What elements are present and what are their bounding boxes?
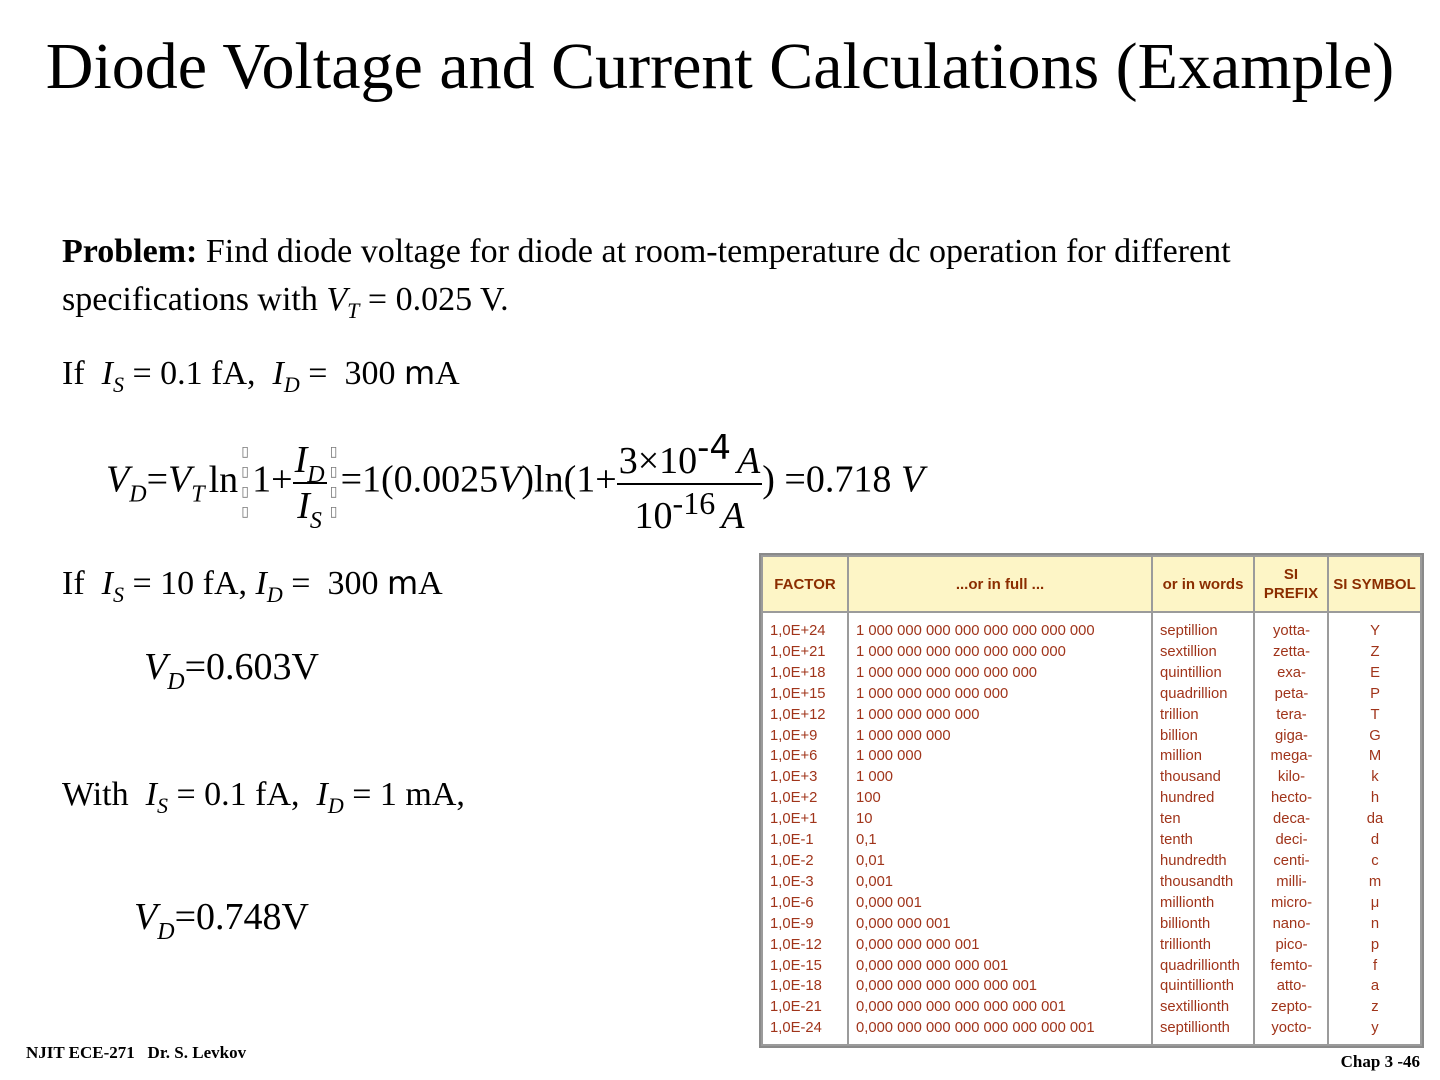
case3-vd: V	[134, 896, 158, 938]
case1-conditions	[62, 349, 460, 398]
eq-den-unit: A	[721, 495, 745, 537]
vt-symbol: V	[326, 281, 348, 318]
header-words: or in words	[1152, 556, 1254, 612]
case2-vd-sub: D	[167, 669, 185, 695]
case1-unit-prefix: m	[403, 354, 436, 392]
eq-one-plus: 1+	[252, 458, 293, 501]
case3-id-symbol: I	[316, 776, 328, 813]
vt-subscript: T	[347, 298, 360, 323]
full-column: 1 000 000 000 000 000 000 000 000 1 000 000 000 000 000 000 000 1 000 000 000 000 000 000 1 000 000 000 000 000 1 000 000 000 000 1 000 000 000 1 000 000 1 000 100 10 0,1 0,01 0,001 0,000 001 0,000 000 001 0,000 000 000 001 0,000 000 000 000 001 0,000 000 000 000 000 001 0,000 000 000 000 000 000 001 0,000 000 000 000 000 000 000 001	[848, 612, 1152, 1045]
case3-is-sub: S	[156, 793, 168, 818]
eq-num-unit: A	[737, 440, 761, 482]
eq-den-exp: -16	[672, 485, 716, 521]
eq-vd-sub: D	[129, 481, 147, 508]
eq-result-unit: V	[900, 458, 925, 501]
si-prefix-table	[759, 553, 1424, 1048]
eq-num: 3×10	[618, 440, 698, 482]
vt-value: = 0.025 V.	[359, 281, 509, 318]
eq-vt: V	[168, 458, 192, 501]
header-full: ...or in full ...	[848, 556, 1152, 612]
header-prefix: SI PREFIX	[1254, 556, 1328, 612]
header-symbol: SI SYMBOL	[1328, 556, 1421, 612]
case2-conditions	[62, 559, 443, 608]
case3-id-sub: D	[327, 793, 344, 818]
case1-is-sub: S	[112, 372, 124, 397]
case3-id-value: = 1 mA,	[343, 776, 465, 813]
prefix-column: yotta- zetta- exa- peta- tera- giga- mega- kilo- hecto- deca- deci- centi- milli- micro- nano- pico- femto- atto- zepto- yocto-	[1254, 612, 1328, 1045]
case2-id-value: = 300	[282, 565, 387, 602]
right-bracket-placeholder: ▯ ▯ ▯ ▯	[329, 445, 338, 520]
footer-course: NJIT ECE-271 Dr. S. Levkov	[26, 1043, 247, 1062]
case3-result	[134, 895, 309, 945]
problem-statement	[62, 228, 1382, 324]
case2-unit: A	[418, 565, 443, 602]
eq-frac-is: I	[297, 485, 310, 527]
case1-prefix: If	[62, 355, 102, 392]
case1-id-symbol: I	[272, 355, 284, 392]
case2-prefix: If	[62, 565, 102, 602]
case3-result-value: =0.748V	[174, 896, 309, 938]
case1-id-value: = 300	[299, 355, 404, 392]
eq-ln2: )ln(1+	[521, 458, 617, 501]
eq-mid: =1(0.0025	[340, 458, 499, 501]
slide-title: Diode Voltage and Current Calculations (Example)	[45, 30, 1395, 103]
case2-result	[144, 645, 319, 695]
eq-v: V	[498, 458, 522, 501]
id-over-is-fraction	[293, 438, 327, 534]
header-factor: FACTOR	[762, 556, 848, 612]
eq-result: ) =0.718	[762, 458, 901, 501]
eq-num-exp: -4	[697, 428, 732, 468]
eq-vd: V	[106, 458, 130, 501]
case1-is-symbol: I	[101, 355, 113, 392]
case3-vd-sub: D	[157, 919, 175, 945]
eq-vt-sub: T	[191, 481, 205, 508]
footer-page-number: Chap 3 -46	[1340, 1052, 1420, 1071]
factor-column: 1,0E+24 1,0E+21 1,0E+18 1,0E+15 1,0E+12 1,0E+9 1,0E+6 1,0E+3 1,0E+2 1,0E+1 1,0E-1 1,0E-2 1,0E-3 1,0E-6 1,0E-9 1,0E-12 1,0E-15 1,0E-18 1,0E-21 1,0E-24	[762, 612, 848, 1045]
problem-text: Find diode voltage for diode at room-temperature dc operation for different specifications with	[62, 233, 1231, 318]
case2-result-value: =0.603V	[184, 646, 319, 688]
diode-voltage-equation	[106, 428, 924, 538]
case3-prefix: With	[62, 776, 146, 813]
case2-is-value: = 10 fA,	[123, 565, 256, 602]
case1-id-sub: D	[283, 372, 300, 397]
case2-unit-prefix: m	[386, 564, 419, 602]
case3-is-symbol: I	[145, 776, 157, 813]
case2-id-symbol: I	[255, 565, 267, 602]
case1-is-value: = 0.1 fA,	[123, 355, 273, 392]
case2-vd: V	[144, 646, 168, 688]
eq-ln: ln	[208, 458, 239, 501]
case2-is-sub: S	[112, 582, 124, 607]
eq-frac-is-sub: S	[309, 508, 322, 534]
eq-frac-id: I	[294, 439, 308, 481]
eq-den: 10	[634, 495, 673, 537]
symbol-column: Y Z E P T G M k h da d c m μ n p f a z y	[1328, 612, 1421, 1045]
eq-frac-id-sub: D	[307, 462, 325, 488]
eq-equals: =	[146, 458, 168, 501]
left-bracket-placeholder: ▯ ▯ ▯ ▯	[241, 445, 249, 520]
case1-unit: A	[435, 355, 460, 392]
case2-id-sub: D	[266, 582, 283, 607]
case3-conditions	[62, 771, 465, 819]
case2-is-symbol: I	[101, 565, 113, 602]
words-column: septillion sextillion quintillion quadrillion trillion billion million thousand hundred ten tenth hundredth thousandth millionth billionth trillionth quadrillionth quintillionth sextillionth septillionth	[1152, 612, 1254, 1045]
case3-is-value: = 0.1 fA,	[167, 776, 317, 813]
problem-label: Problem:	[62, 233, 198, 270]
current-ratio-fraction	[617, 428, 763, 538]
